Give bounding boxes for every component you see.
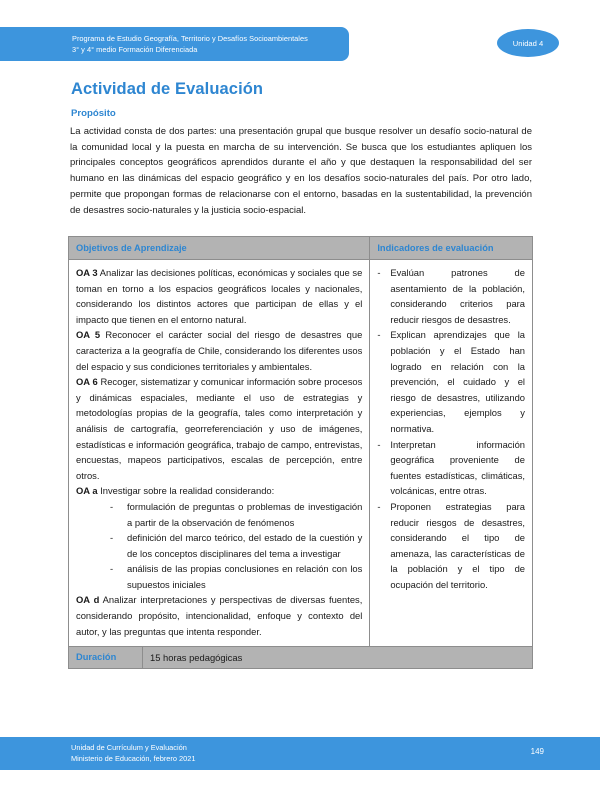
header-program-line-1: Programa de Estudio Geografía, Territorio y Desafíos Socioambientales — [72, 34, 308, 43]
objective-tag: OA a — [76, 485, 98, 497]
footer-line-2: Ministerio de Educación, febrero 2021 — [71, 754, 196, 763]
objective-item — [76, 374, 362, 483]
objective-tag: OA 6 — [76, 376, 98, 388]
objective-tag: OA 3 — [76, 267, 98, 278]
duration-row — [69, 647, 532, 668]
indicator-text: Explican aprendizajes que la población y el Estado han logrado en relación con la prevención, el cuidado y el riesgo de desastres, utilizando experiencias, ejemplos y normativa. — [390, 329, 525, 434]
indicadores-cell — [369, 260, 532, 646]
subitem-text: definición del marco teórico, del estado de la cuestión y de los conceptos disciplinares del tema a investigar — [127, 532, 363, 559]
header-program-line-2: 3° y 4° medio Formación Diferenciada — [72, 45, 198, 54]
dash-bullet-icon: - — [377, 267, 381, 278]
objective-text: Reconocer el carácter social del riesgo de desastres que caracteriza a la geografía de Chile, considerando los diferentes usos del espacio y sus condiciones territoriales y ambientales. — [76, 329, 363, 372]
header-banner — [0, 27, 349, 61]
list-item — [110, 530, 362, 561]
list-item — [377, 437, 525, 499]
objective-item — [76, 265, 362, 327]
subitem-text: análisis de las propias conclusiones en relación con los supuestos iniciales — [127, 563, 363, 590]
list-item — [110, 561, 362, 592]
objective-subitem-list — [76, 499, 362, 593]
dash-bullet-icon: - — [377, 438, 381, 450]
list-item — [377, 327, 525, 436]
objective-text: Analizar interpretaciones y perspectivas de diversas fuentes, considerando propósito, intencionalidad, enfoque y contexto del autor, y las preguntas que intenta responder. — [76, 594, 363, 637]
list-item — [110, 499, 362, 530]
objective-tag: OA 5 — [76, 329, 101, 341]
objectives-table — [68, 236, 533, 669]
dash-bullet-icon: - — [377, 500, 381, 512]
list-item — [377, 499, 525, 593]
objetivos-cell — [69, 260, 369, 646]
objective-item — [76, 483, 362, 499]
column-header-objetivos: Objetivos de Aprendizaje — [76, 243, 187, 253]
footer-banner — [0, 737, 600, 770]
page-number: 149 — [530, 747, 544, 756]
column-header-indicadores: Indicadores de evaluación — [369, 237, 532, 259]
objective-item — [76, 327, 362, 374]
footer-text — [71, 742, 195, 764]
objective-text: Investigar sobre la realidad considerando: — [100, 485, 275, 497]
indicator-list — [377, 265, 525, 592]
dash-bullet-icon: - — [110, 563, 114, 575]
page-title: Actividad de Evaluación — [71, 80, 264, 98]
purpose-paragraph: La actividad consta de dos partes: una presentación grupal que busque resolver un desafío socio-natural de la comunidad local y la puesta en marcha de su intervención. Se busca que los estudiantes apliquen los principales conceptos geográficos aprendidos durante el año y que destaquen la responsabilidad del ser humano en las dinámicas del espacio geográfico y en los desafíos socio-naturales del país. Por otro lado, permite que propongan formas de relacionarse con el entorno, basadas en la sustentabilidad, la prevención de desastres socio-naturales y la justicia socio-espacial. — [70, 126, 532, 216]
indicator-text: Interpretan información geográfica proveniente de fuentes estadísticas, climáticas, volcánicas, entre otras. — [390, 438, 525, 497]
table-body-row — [69, 260, 532, 647]
duration-value: 15 horas pedagógicas — [142, 647, 532, 668]
objective-item — [76, 592, 362, 639]
dash-bullet-icon: - — [110, 500, 114, 512]
duration-label: Duración — [76, 652, 117, 663]
list-item — [377, 265, 525, 327]
objective-tag: OA d — [76, 594, 100, 606]
footer-line-1: Unidad de Currículum y Evaluación — [71, 743, 187, 752]
dash-bullet-icon: - — [110, 532, 114, 544]
indicator-text: Proponen estrategias para reducir riesgos de desastres, considerando el tipo de amenaza, las características de la población y el tipo de ocupación del territorio. — [390, 500, 525, 590]
subitem-text: formulación de preguntas o problemas de investigación a partir de la observación de fenómenos — [127, 500, 363, 528]
dash-bullet-icon: - — [377, 329, 381, 341]
indicator-text: Evalúan patrones de asentamiento de la población, considerando criterios para reducir riesgos de desastres. — [390, 267, 525, 325]
objective-text: Analizar las decisiones políticas, económicas y sociales que se toman en torno a los espacios geográficos locales y nacionales, considerando los distintos actores que participan de ellas y el impacto que tienen en el entorno natural. — [76, 267, 363, 325]
section-subtitle: Propósito — [71, 108, 116, 119]
table-header-row — [69, 237, 532, 260]
unit-badge: Unidad 4 — [497, 29, 559, 57]
objective-text: Recoger, sistematizar y comunicar información sobre procesos y dinámicas espaciales, mediante el uso de estrategias y metodologías propias de la geografía, tales como interpretación y análisis de cartografía, georreferenciación y uso de imágenes, estadísticas e información geográfica, trabajo de campo, entrevistas, encuestas, mapeos participativos, escalas de percepción, entre otros. — [76, 376, 363, 481]
